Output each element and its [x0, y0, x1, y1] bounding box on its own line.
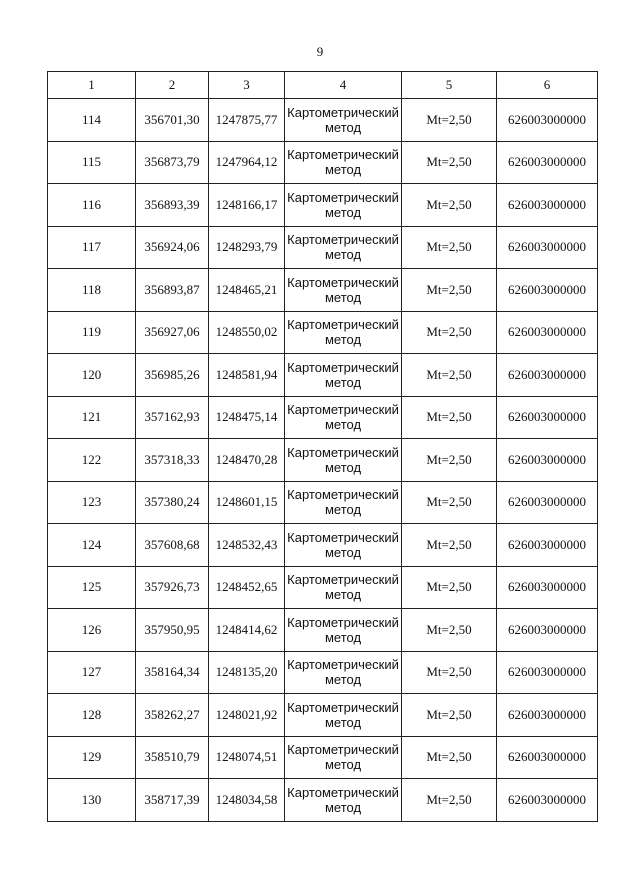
point-number-cell: 123 [48, 481, 136, 524]
method-cell: Картометрический метод [285, 226, 402, 269]
table-row [48, 609, 598, 652]
code-cell: 626003000000 [497, 779, 598, 822]
method-cell: Картометрический метод [285, 354, 402, 397]
y-coordinate-cell: 1248034,58 [209, 779, 285, 822]
method-cell: Картометрический метод [285, 269, 402, 312]
table-row [48, 694, 598, 737]
accuracy-cell: Mt=2,50 [402, 141, 497, 184]
accuracy-cell: Mt=2,50 [402, 311, 497, 354]
method-cell: Картометрический метод [285, 311, 402, 354]
header-col-6: 6 [497, 72, 598, 99]
x-coordinate-cell: 356893,39 [136, 184, 209, 227]
table-header [48, 72, 598, 99]
code-cell: 626003000000 [497, 439, 598, 482]
method-cell: Картометрический метод [285, 736, 402, 779]
point-number-cell: 128 [48, 694, 136, 737]
y-coordinate-cell: 1248414,62 [209, 609, 285, 652]
x-coordinate-cell: 356927,06 [136, 311, 209, 354]
table-row [48, 311, 598, 354]
accuracy-cell: Mt=2,50 [402, 439, 497, 482]
header-row [48, 72, 598, 99]
code-cell: 626003000000 [497, 481, 598, 524]
table-row [48, 226, 598, 269]
x-coordinate-cell: 358164,34 [136, 651, 209, 694]
code-cell: 626003000000 [497, 609, 598, 652]
code-cell: 626003000000 [497, 269, 598, 312]
accuracy-cell: Mt=2,50 [402, 779, 497, 822]
table-row [48, 779, 598, 822]
code-cell: 626003000000 [497, 736, 598, 779]
x-coordinate-cell: 358262,27 [136, 694, 209, 737]
code-cell: 626003000000 [497, 651, 598, 694]
point-number-cell: 125 [48, 566, 136, 609]
table-row [48, 354, 598, 397]
accuracy-cell: Mt=2,50 [402, 226, 497, 269]
table-row [48, 269, 598, 312]
accuracy-cell: Mt=2,50 [402, 524, 497, 567]
accuracy-cell: Mt=2,50 [402, 354, 497, 397]
method-cell: Картометрический метод [285, 779, 402, 822]
y-coordinate-cell: 1247875,77 [209, 99, 285, 142]
y-coordinate-cell: 1248021,92 [209, 694, 285, 737]
x-coordinate-cell: 357318,33 [136, 439, 209, 482]
y-coordinate-cell: 1248166,17 [209, 184, 285, 227]
method-cell: Картометрический метод [285, 481, 402, 524]
accuracy-cell: Mt=2,50 [402, 736, 497, 779]
page-number: 9 [316, 44, 324, 59]
method-cell: Картометрический метод [285, 99, 402, 142]
y-coordinate-cell: 1248135,20 [209, 651, 285, 694]
point-number-cell: 122 [48, 439, 136, 482]
point-number-cell: 119 [48, 311, 136, 354]
header-col-3: 3 [209, 72, 285, 99]
table-row [48, 396, 598, 439]
method-cell: Картометрический метод [285, 609, 402, 652]
table-row [48, 184, 598, 227]
table-row [48, 566, 598, 609]
point-number-cell: 121 [48, 396, 136, 439]
y-coordinate-cell: 1248465,21 [209, 269, 285, 312]
accuracy-cell: Mt=2,50 [402, 651, 497, 694]
method-cell: Картометрический метод [285, 694, 402, 737]
header-col-2: 2 [136, 72, 209, 99]
table-row [48, 439, 598, 482]
point-number-cell: 115 [48, 141, 136, 184]
y-coordinate-cell: 1248293,79 [209, 226, 285, 269]
point-number-cell: 118 [48, 269, 136, 312]
x-coordinate-cell: 356701,30 [136, 99, 209, 142]
point-number-cell: 129 [48, 736, 136, 779]
x-coordinate-cell: 358717,39 [136, 779, 209, 822]
header-col-1: 1 [48, 72, 136, 99]
accuracy-cell: Mt=2,50 [402, 694, 497, 737]
table-row [48, 524, 598, 567]
coordinates-table [47, 71, 598, 822]
code-cell: 626003000000 [497, 311, 598, 354]
method-cell: Картометрический метод [285, 566, 402, 609]
accuracy-cell: Mt=2,50 [402, 99, 497, 142]
x-coordinate-cell: 356924,06 [136, 226, 209, 269]
table-row [48, 99, 598, 142]
y-coordinate-cell: 1248452,65 [209, 566, 285, 609]
header-col-4: 4 [285, 72, 402, 99]
method-cell: Картометрический метод [285, 439, 402, 482]
y-coordinate-cell: 1248581,94 [209, 354, 285, 397]
point-number-cell: 126 [48, 609, 136, 652]
code-cell: 626003000000 [497, 99, 598, 142]
method-cell: Картометрический метод [285, 396, 402, 439]
method-cell: Картометрический метод [285, 184, 402, 227]
point-number-cell: 114 [48, 99, 136, 142]
code-cell: 626003000000 [497, 524, 598, 567]
y-coordinate-cell: 1248601,15 [209, 481, 285, 524]
y-coordinate-cell: 1248074,51 [209, 736, 285, 779]
y-coordinate-cell: 1247964,12 [209, 141, 285, 184]
accuracy-cell: Mt=2,50 [402, 269, 497, 312]
x-coordinate-cell: 357162,93 [136, 396, 209, 439]
x-coordinate-cell: 357950,95 [136, 609, 209, 652]
table-row [48, 141, 598, 184]
point-number-cell: 117 [48, 226, 136, 269]
point-number-cell: 124 [48, 524, 136, 567]
accuracy-cell: Mt=2,50 [402, 566, 497, 609]
table-row [48, 736, 598, 779]
point-number-cell: 116 [48, 184, 136, 227]
code-cell: 626003000000 [497, 396, 598, 439]
y-coordinate-cell: 1248532,43 [209, 524, 285, 567]
x-coordinate-cell: 356893,87 [136, 269, 209, 312]
x-coordinate-cell: 357380,24 [136, 481, 209, 524]
point-number-cell: 127 [48, 651, 136, 694]
accuracy-cell: Mt=2,50 [402, 481, 497, 524]
table-row [48, 651, 598, 694]
x-coordinate-cell: 358510,79 [136, 736, 209, 779]
method-cell: Картометрический метод [285, 524, 402, 567]
code-cell: 626003000000 [497, 184, 598, 227]
table-row [48, 481, 598, 524]
code-cell: 626003000000 [497, 141, 598, 184]
point-number-cell: 130 [48, 779, 136, 822]
accuracy-cell: Mt=2,50 [402, 396, 497, 439]
point-number-cell: 120 [48, 354, 136, 397]
y-coordinate-cell: 1248550,02 [209, 311, 285, 354]
x-coordinate-cell: 357926,73 [136, 566, 209, 609]
accuracy-cell: Mt=2,50 [402, 609, 497, 652]
y-coordinate-cell: 1248475,14 [209, 396, 285, 439]
x-coordinate-cell: 356985,26 [136, 354, 209, 397]
code-cell: 626003000000 [497, 354, 598, 397]
method-cell: Картометрический метод [285, 651, 402, 694]
method-cell: Картометрический метод [285, 141, 402, 184]
x-coordinate-cell: 357608,68 [136, 524, 209, 567]
code-cell: 626003000000 [497, 566, 598, 609]
y-coordinate-cell: 1248470,28 [209, 439, 285, 482]
x-coordinate-cell: 356873,79 [136, 141, 209, 184]
code-cell: 626003000000 [497, 226, 598, 269]
header-col-5: 5 [402, 72, 497, 99]
code-cell: 626003000000 [497, 694, 598, 737]
table-body [48, 99, 598, 822]
accuracy-cell: Mt=2,50 [402, 184, 497, 227]
